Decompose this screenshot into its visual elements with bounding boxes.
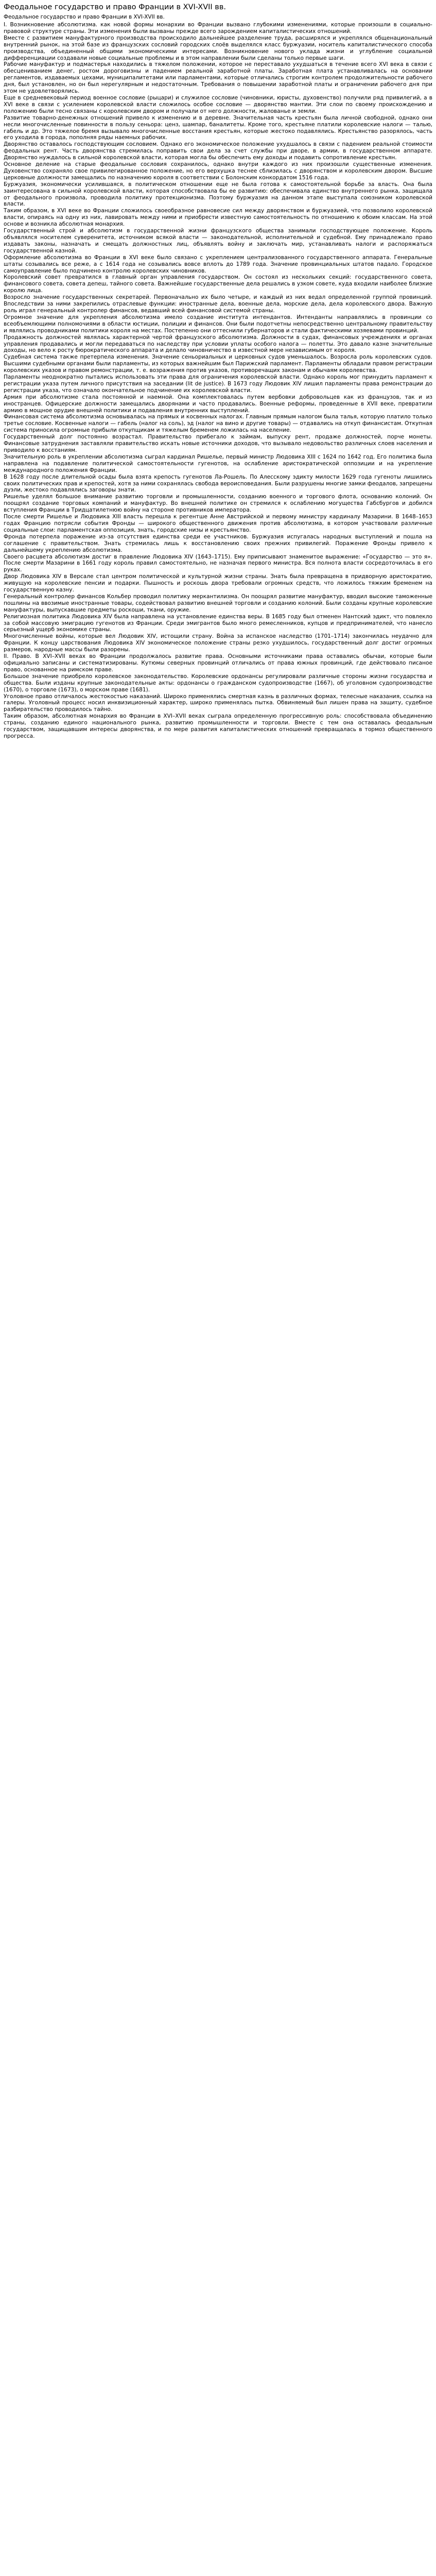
document-paragraph: Многочисленные войны, которые вел Людовик XIV, истощили страну. Война за испанское наследство (1701–1714) закончилась неудачно для Франции. К концу царствования Людовика XIV экономическое положение страны резко ухудшилось, государственный долг достиг огромных размеров, народные массы были разорены. [4,633,432,653]
document-paragraph: Королевский совет превратился в главный орган управления государством. Он состоял из нескольких секций: государственного совета, финансового совета, совета депеш, тайного совета. Важнейшие государственные дела решались в узком совете, куда входили наиболее близкие королю лица. [4,274,432,294]
document-paragraph: Фронда потерпела поражение из-за отсутствия единства среди ее участников. Буржуазия испугалась народных выступлений и пошла на соглашение с правительством. Знать стремилась лишь к восстановлению своих прежних привилегий. Поражение Фронды привело к дальнейшему укреплению абсолютизма. [4,533,432,553]
document-paragraph: Дворянство оставалось господствующим сословием. Однако его экономическое положение ухудшалось в связи с падением реальной стоимости феодальных рент. Часть дворянства стремилась поправить свои дела за счет службы при дворе, в армии, в государственном аппарате. Дворянство нуждалось в сильной королевской власти, которая могла бы обеспечить ему доходы и подавить сопротивление крестьян. [4,141,432,161]
document-paragraph: Основное деление на старые феодальные сословия сохранилось, однако внутри каждого из них произошли существенные изменения. Духовенство сохраняло свое привилегированное положение, но его верхушка теснее сблизилась с дворянством и королевским двором. Высшие церковные должности замещались по назначению короля в соответствии с Болонским конкордатом 1516 года. [4,161,432,181]
document-paragraph: Финансовая система абсолютизма основывалась на прямых и косвенных налогах. Главным прямым налогом была талья, которую платило только третье сословие. Косвенные налоги — габель (налог на соль), эд (налог на вино и другие товары) — отдавались на откуп финансистам. Откупная система приносила огромные прибыли откупщикам и тяжелым бременем ложилась на население. [4,414,432,434]
document-paragraph: II. Право. В XVI–XVII веках во Франции продолжалось развитие права. Основными источниками права оставались обычаи, которые были официально записаны и систематизированы. Кутюмы северных провинций отличались от права южных провинций, где действовало писаное право, основанное на римском праве. [4,653,432,673]
document-paragraph: Ришелье уделял большое внимание развитию торговли и промышленности, созданию военного и торгового флота, основанию колоний. Он поощрял создание торговых компаний и мануфактур. Во внешней политике он стремился к ослаблению могущества Габсбургов и добился вступления Франции в Тридцатилетнюю войну на стороне противников императора. [4,494,432,514]
document-paragraph: Армия при абсолютизме стала постоянной и наемной. Она комплектовалась путем вербовки добровольцев как из французов, так и из иностранцев. Офицерские должности замещались дворянами и часто продавались. Военные реформы, проведенные в XVII веке, превратили армию в мощное орудие внешней политики и подавления внутренних выступлений. [4,394,432,414]
document-paragraph: Развитие товарно-денежных отношений привело к изменению и в деревне. Значительная часть крестьян была личной свободной, однако они несли многочисленные повинности в пользу сеньора: ценз, шампар, баналитеты. Кроме того, крестьяне платили королевские налоги — талью, габель и др. Это тяжелое бремя вызывало многочисленные восстания крестьян, которые жестоко подавлялись. Крестьянство разорялось, часть его уходила в города, пополняя ряды наемных рабочих. [4,114,432,141]
document-paragraph: Генеральный контролер финансов Кольбер проводил политику меркантилизма. Он поощрял развитие мануфактур, вводил высокие таможенные пошлины на ввозимые иностранные товары, содействовал развитию внешней торговли и созданию колоний. Были созданы крупные королевские мануфактуры, выпускавшие предметы роскоши, ткани, оружие. [4,593,432,613]
document-paragraph: Государственный долг постоянно возрастал. Правительство прибегало к займам, выпуску рент, продаже должностей, порче монеты. Финансовые затруднения заставляли правительство искать новые источники доходов, что вызывало недовольство различных слоев населения и приводило к восстаниям. [4,434,432,453]
document-paragraph: Государственный строй и абсолютизм в государственной жизни французского общества занимали господствующее положение. Король объявлялся носителем суверенитета, источником всякой власти — законодательной, исполнительной и судебной. Ему принадлежало право издавать законы, назначать и смещать должностных лиц, объявлять войну и заключать мир, устанавливать налоги и распоряжаться государственной казной. [4,228,432,254]
document-paragraph: I. Возникновение абсолютизма. как новой формы монархии во Франции вызвано глубокими изменениями, которые произошли в социально-правовой структуре страны. Эти изменения были вызваны прежде всего зарождением капиталистических отношений. [4,22,432,35]
document-paragraph: Таким образом, абсолютная монархия во Франции в XVI–XVII веках сыграла определенную прогрессивную роль: способствовала объединению страны, созданию единого национального рынка, развитию промышленности и торговли. Вместе с тем она оставалась феодальным государством, защищавшим интересы дворянства, и по мере развития капиталистических отношений превращалась в тормоз общественного прогресса. [4,713,432,739]
document-paragraph: После смерти Ришелье и Людовика XIII власть перешла к регентше Анне Австрийской и первому министру кардиналу Мазарини. В 1648–1653 годах Францию потрясли события Фронды — широкого общественного движения против абсолютизма, в котором участвовали различные социальные слои: парламентская оппозиция, знать, городские низы и крестьянство. [4,514,432,533]
document-paragraph: Буржуазия, экономически усилившаяся, в политическом отношении еще не была готова к самостоятельной борьбе за власть. Она была заинтересована в сильной королевской власти, которая способствовала бы ее развитию: обеспечивала единство внутреннего рынка, защищала от феодального произвола, проводила политику протекционизма. Поэтому буржуазия на данном этапе выступала союзником королевской власти. [4,181,432,208]
document-paragraph: Большое значение приобрело королевское законодательство. Королевские ордонансы регулировали различные стороны жизни государства и общества. Были изданы крупные законодательные акты: ордонансы о гражданском судопроизводстве (1667), об уголовном судопроизводстве (1670), о торговле (1673), о морском праве (1681). [4,673,432,693]
document-subtitle: Феодальное государство и право Франции в XVI-XVII вв. [4,14,165,20]
document-paragraph: Парламенты неоднократно пытались использовать эти права для ограничения королевской власти. Однако король мог принудить парламент к регистрации указа путем личного присутствия на заседании (lit de justice). В 1673 году Людовик XIV лишил парламенты права ремонстрации до регистрации указа, что означало окончательное подчинение их королевской власти. [4,374,432,394]
document-paragraph: Рабочие мануфактур и подмастерья находились в тяжелом положении, которое не переставало ухудшаться в течение всего XVI века в связи с обесцениванием денег, ростом дороговизны и падением реальной заработной платы. Заработная плата устанавливалась на основании регламентов, издаваемых цехами, муниципалитетами или парламентами, которые отличались строгим контролем продолжительности рабочего дня, был установлен, но он был нерегулярным и недостаточным. Требования о повышении заработной платы и ограничении рабочего дня при этом не удовлетворялись. [4,61,432,95]
document-paragraph: Таким образом, в XVI веке во Франции сложилось своеобразное равновесие сил между дворянством и буржуазией, что позволило королевской власти, опираясь на одну из них, лавировать между ними и приобрести известную самостоятельность по отношению к обоим классам. На этой основе и возникла абсолютная монархия. [4,208,432,228]
document-title: Феодальное государство и право Франции в XVI-XVII вв. [4,3,226,11]
document-paragraph: Продажность должностей являлась характерной чертой французского абсолютизма. Должности в судах, финансовых учреждениях и органах управления продавались и могли передаваться по наследству при условии уплаты особого налога — полетты. Это давало казне значительные доходы, но вело к росту бюрократического аппарата и делало чиновничество в известной мере независимым от короля. [4,334,432,354]
document-paragraph: Религиозная политика Людовика XIV была направлена на установление единства веры. В 1685 году был отменен Нантский эдикт, что повлекло за собой массовую эмиграцию гугенотов из Франции. Среди эмигрантов было много ремесленников, купцов и предпринимателей, что нанесло серьезный ущерб экономике страны. [4,613,432,633]
document-paragraph: Огромное значение для укрепления абсолютизма имело создание института интендантов. Интенданты направлялись в провинции со всеобъемлющими полномочиями в области юстиции, полиции и финансов. Они были подотчетны непосредственно центральному правительству и являлись проводниками политики короля на местах. Постепенно они оттеснили губернаторов и стали фактическими хозяевами провинций. [4,314,432,334]
document-paragraph: Вместе с развитием мануфактурного производства происходило дальнейшее разделение труда, расширялся и укреплялся общенациональный внутренний рынок, на этой базе из французских сословий городских слоёв выделялся класс буржуазии, носитель капиталистического способа производства, объединенный общими экономическими интересами. Возникновение нового уклада жизни и углубление социальной дифференциации создавали новые социальные проблемы и в этом направлении были сделаны только первые шаги. [4,35,432,61]
document-paragraph: Оформление абсолютизма во Франции в XVI веке было связано с укреплением централизованного государственного аппарата. Генеральные штаты созывались все реже, а с 1614 года не созывались вовсе вплоть до 1789 года. Значение провинциальных штатов падало. Городское самоуправление было подчинено контролю королевских чиновников. [4,254,432,274]
document-paragraph: Двор Людовика XIV в Версале стал центром политической и культурной жизни страны. Знать была превращена в придворную аристократию, живущую на королевские пенсии и подарки. Пышность и роскошь двора требовали огромных средств, что ложилось тяжким бременем на государственную казну. [4,573,432,594]
document-paragraph: Еще в средневековый период военное сословие (рыцари) и служилое сословие (чиновники, юристы, духовенство) получили ряд привилегий, а в XVI веке в связи с усилением королевской власти сложилось особое сословие — дворянство мантии. Эти слои по своему происхождению и положению были тесно связаны с королевским двором и получали от него должности, жалованье и земли. [4,94,432,114]
document-paragraph: Своего расцвета абсолютизм достиг в правление Людовика XIV (1643–1715). Ему приписывают знаменитое выражение: «Государство — это я». После смерти Мазарини в 1661 году король правил самостоятельно, не назначая первого министра. Вся полнота власти сосредоточилась в его руках. [4,553,432,573]
document-paragraph: Значительную роль в укреплении абсолютизма сыграл кардинал Ришелье, первый министр Людовика XIII с 1624 по 1642 год. Его политика была направлена на подавление политической самостоятельности гугенотов, на ослабление аристократической оппозиции и на укрепление международного положения Франции. [4,453,432,473]
document-paragraph: Уголовное право отличалось жестокостью наказаний. Широко применялись смертная казнь в различных формах, телесные наказания, ссылка на галеры. Уголовный процесс носил инквизиционный характер, широко применялась пытка. Обвиняемый был лишен права на защиту, судебное разбирательство проводилось тайно. [4,693,432,713]
document-paragraph: Судебная система также претерпела изменения. Значение сеньориальных и церковных судов уменьшалось. Возросла роль королевских судов. Высшими судебными органами были парламенты, из которых важнейшим был Парижский парламент. Парламенты обладали правом регистрации королевских указов и правом ремонстрации, т. е. возражения против указов, противоречащих законам и обычаям королевства. [4,354,432,374]
document-paragraph: Возросло значение государственных секретарей. Первоначально их было четыре, и каждый из них ведал определенной группой провинций. Впоследствии за ними закрепились отраслевые функции: иностранные дела, военные дела, морские дела, дела королевского двора. Важную роль играл генеральный контролер финансов, ведавший всей финансовой системой страны. [4,294,432,314]
document-body [4,22,432,740]
document-paragraph: В 1628 году после длительной осады была взята крепость гугенотов Ла-Рошель. По Алесскому эдикту милости 1629 года гугеноты лишились своих политических прав и крепостей, хотя за ними сохранялась свобода вероисповедания. Были разрушены многие замки феодалов, запрещены дуэли, жестоко подавлялись заговоры знати. [4,473,432,494]
